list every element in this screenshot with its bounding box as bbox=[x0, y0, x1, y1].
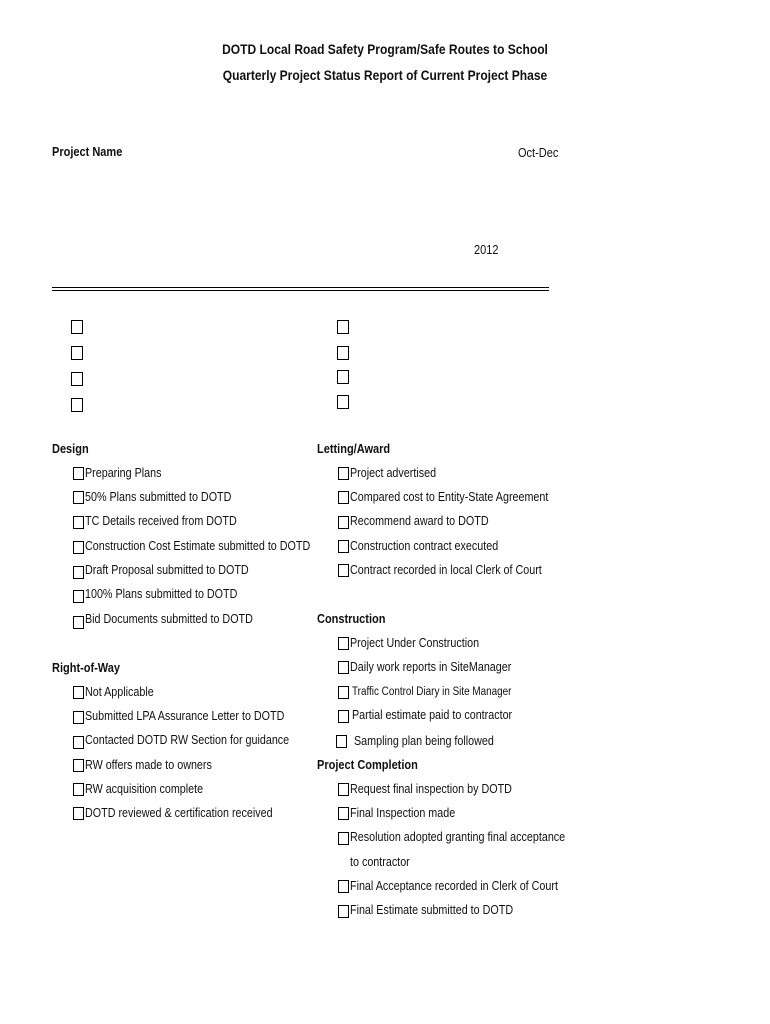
right-of-way-item: Contacted DOTD RW Section for guidance bbox=[85, 733, 290, 747]
letting-award-checkbox[interactable] bbox=[338, 516, 349, 529]
right-of-way-checkbox[interactable] bbox=[73, 759, 84, 772]
phase-checkbox-5[interactable] bbox=[337, 320, 349, 334]
project-completion-checkbox[interactable] bbox=[338, 880, 349, 893]
design-heading: Design bbox=[52, 442, 89, 456]
construction-heading: Construction bbox=[317, 612, 386, 626]
design-item: 50% Plans submitted to DOTD bbox=[85, 490, 232, 504]
letting-award-checkbox[interactable] bbox=[338, 540, 349, 553]
divider-line-top bbox=[52, 287, 549, 288]
phase-checkbox-7[interactable] bbox=[337, 370, 349, 384]
project-completion-item: Final Estimate submitted to DOTD bbox=[350, 903, 514, 917]
report-title: DOTD Local Road Safety Program/Safe Routes to School bbox=[222, 41, 548, 57]
construction-checkbox[interactable] bbox=[336, 735, 347, 748]
divider-line-bottom bbox=[52, 290, 549, 291]
design-item: Construction Cost Estimate submitted to DOTD bbox=[85, 539, 311, 553]
right-of-way-checkbox[interactable] bbox=[73, 711, 84, 724]
design-checkbox[interactable] bbox=[73, 541, 84, 554]
design-checkbox[interactable] bbox=[73, 566, 84, 579]
design-item: TC Details received from DOTD bbox=[85, 514, 237, 528]
right-of-way-item: Submitted LPA Assurance Letter to DOTD bbox=[85, 709, 285, 723]
letting-award-item: Construction contract executed bbox=[350, 539, 499, 553]
project-completion-heading: Project Completion bbox=[317, 758, 418, 772]
project-completion-checkbox[interactable] bbox=[338, 807, 349, 820]
project-completion-item: Final Acceptance recorded in Clerk of Court bbox=[350, 879, 558, 893]
phase-checkbox-8[interactable] bbox=[337, 395, 349, 409]
report-subtitle: Quarterly Project Status Report of Current Project Phase bbox=[222, 67, 548, 83]
design-checkbox[interactable] bbox=[73, 516, 84, 529]
construction-item: Traffic Control Diary in Site Manager bbox=[352, 686, 512, 698]
right-of-way-item: DOTD reviewed & certification received bbox=[85, 806, 273, 820]
design-item: Preparing Plans bbox=[85, 466, 162, 480]
phase-checkbox-4[interactable] bbox=[71, 398, 83, 412]
quarter-value: Oct-Dec bbox=[518, 146, 559, 160]
year-value: 2012 bbox=[474, 243, 499, 257]
design-item: 100% Plans submitted to DOTD bbox=[85, 587, 238, 601]
right-of-way-checkbox[interactable] bbox=[73, 807, 84, 820]
right-of-way-item: Not Applicable bbox=[85, 685, 154, 699]
project-completion-checkbox[interactable] bbox=[338, 832, 349, 845]
design-item: Draft Proposal submitted to DOTD bbox=[85, 563, 249, 577]
design-checkbox[interactable] bbox=[73, 491, 84, 504]
construction-item: Project Under Construction bbox=[350, 636, 480, 650]
construction-item: Daily work reports in SiteManager bbox=[350, 660, 512, 674]
construction-checkbox[interactable] bbox=[338, 661, 349, 674]
right-of-way-checkbox[interactable] bbox=[73, 783, 84, 796]
letting-award-checkbox[interactable] bbox=[338, 564, 349, 577]
project-completion-item: Request final inspection by DOTD bbox=[350, 782, 512, 796]
letting-award-item: Contract recorded in local Clerk of Court bbox=[350, 563, 542, 577]
project-completion-checkbox[interactable] bbox=[338, 905, 349, 918]
construction-item: Sampling plan being followed bbox=[354, 734, 494, 748]
letting-award-item: Recommend award to DOTD bbox=[350, 514, 489, 528]
right-of-way-heading: Right-of-Way bbox=[52, 661, 121, 675]
project-completion-item: Resolution adopted granting final acceptance bbox=[350, 830, 566, 844]
right-of-way-checkbox[interactable] bbox=[73, 686, 84, 699]
letting-award-checkbox[interactable] bbox=[338, 491, 349, 504]
design-checkbox[interactable] bbox=[73, 590, 84, 603]
design-checkbox[interactable] bbox=[73, 616, 84, 629]
construction-checkbox[interactable] bbox=[338, 637, 349, 650]
right-of-way-item: RW offers made to owners bbox=[85, 758, 212, 772]
right-of-way-checkbox[interactable] bbox=[73, 736, 84, 749]
letting-award-checkbox[interactable] bbox=[338, 467, 349, 480]
construction-checkbox[interactable] bbox=[338, 686, 349, 699]
phase-checkbox-3[interactable] bbox=[71, 372, 83, 386]
letting-award-heading: Letting/Award bbox=[317, 442, 391, 456]
design-item: Bid Documents submitted to DOTD bbox=[85, 612, 253, 626]
project-completion-checkbox[interactable] bbox=[338, 783, 349, 796]
phase-checkbox-6[interactable] bbox=[337, 346, 349, 360]
project-name-label: Project Name bbox=[52, 145, 123, 159]
letting-award-item: Compared cost to Entity-State Agreement bbox=[350, 490, 549, 504]
construction-checkbox[interactable] bbox=[338, 710, 349, 723]
right-of-way-item: RW acquisition complete bbox=[85, 782, 204, 796]
phase-checkbox-2[interactable] bbox=[71, 346, 83, 360]
design-checkbox[interactable] bbox=[73, 467, 84, 480]
letting-award-item: Project advertised bbox=[350, 466, 437, 480]
construction-item: Partial estimate paid to contractor bbox=[352, 708, 513, 722]
project-completion-item: Final Inspection made bbox=[350, 806, 456, 820]
phase-checkbox-1[interactable] bbox=[71, 320, 83, 334]
project-completion-item-continued: to contractor bbox=[350, 855, 410, 869]
